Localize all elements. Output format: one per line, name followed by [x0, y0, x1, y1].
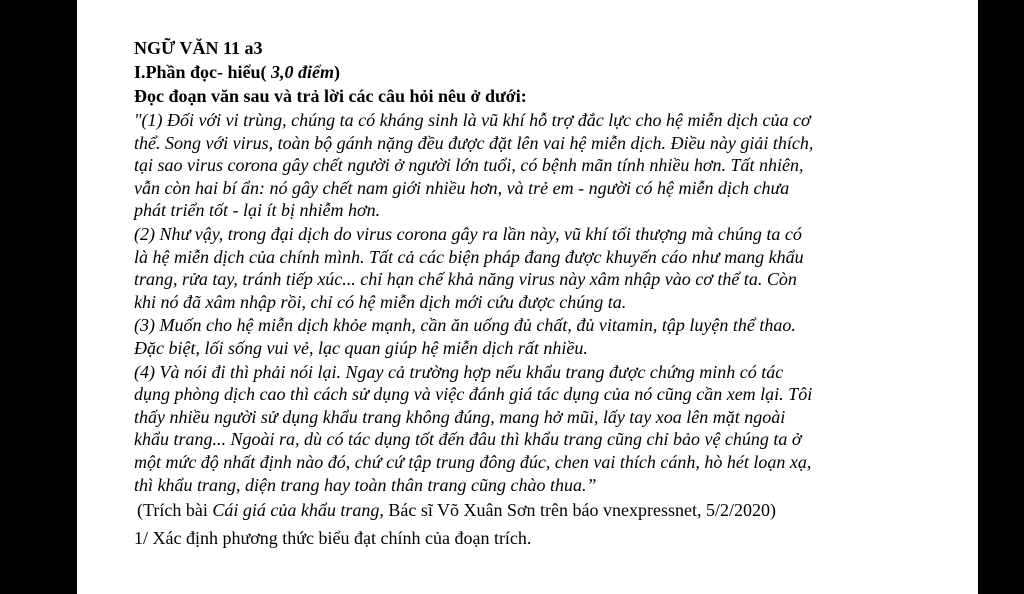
source-citation: [134, 498, 954, 522]
section-heading: [134, 60, 954, 84]
section-close: ): [334, 62, 341, 82]
section-title: I.Phần đọc- hiểu(: [134, 62, 267, 82]
citation-article-title: Cái giá của khẩu trang,: [212, 500, 384, 521]
instruction: Đọc đoạn văn sau và trả lời các câu hỏi nêu ở dưới:: [134, 86, 527, 106]
document-page: [77, 0, 978, 594]
passage-paragraph-2: (2) Như vậy, trong đại dịch do virus corona gây ra lần này, vũ khí tối thượng mà chúng ta có là hệ miễn dịch của chính mình. Tất cả các biện pháp đang được khuyến cáo như mang khẩu trang, rửa tay, tránh tiếp xúc... chỉ hạn chế khả năng virus này xâm nhập vào cơ thể ta. Còn khi nó đã xâm nhập rồi, chỉ có hệ miễn dịch mới cứu được chúng ta.: [134, 223, 804, 312]
passage-paragraph-1: "(1) Đối với vi trùng, chúng ta có kháng sinh là vũ khí hỗ trợ đắc lực cho hệ miễn dịch của cơ thể. Song với virus, toàn bộ gánh nặng đều được đặt lên vai hệ miễn dịch. Điều này giải thích, tại sao virus corona gây chết người ở người lớn tuổi, có bệnh mãn tính nhiều hơn. Tất nhiên, vẫn còn hai bí ẩn: nó gây chết nam giới nhiều hơn, và trẻ em - người có hệ miễn dịch chưa phát triển tốt - lại ít bị nhiễm hơn.: [134, 110, 814, 221]
class-heading: NGỮ VĂN 11 a3: [134, 38, 263, 58]
document-content: [134, 36, 954, 550]
section-points: 3,0 điểm: [266, 62, 335, 82]
passage-paragraph-3: (3) Muốn cho hệ miễn dịch khỏe mạnh, cần ăn uống đủ chất, đủ vitamin, tập luyện thể thao. Đặc biệt, lối sống vui vẻ, lạc quan giúp hệ miễn dịch rất nhiều.: [134, 315, 796, 358]
citation-suffix: Bác sĩ Võ Xuân Sơn trên báo vnexpressnet, 5/2/2020): [383, 500, 776, 521]
passage-paragraph-4: (4) Và nói đi thì phải nói lại. Ngay cả trường hợp nếu khẩu trang được chứng minh có tác dụng phòng dịch cao thì cách sử dụng và việc đánh giá tác dụng của nó cũng cần xem lại. Tôi thấy nhiều người sử dụng khẩu trang không đúng, mang hở mũi, lấy tay xoa lên mặt ngoài khẩu trang... Ngoài ra, dù có tác dụng tốt đến đâu thì khẩu trang cũng chỉ bảo vệ chúng ta ở một mức độ nhất định nào đó, chứ cứ tập trung đông đúc, chen vai thích cánh, hò hét loạn xạ, thì khẩu trang, diện trang hay toàn thân trang cũng chào thua.”: [134, 361, 813, 495]
citation-prefix: (Trích bài: [137, 500, 213, 521]
question-1: 1/ Xác định phương thức biểu đạt chính của đoạn trích.: [134, 528, 532, 549]
